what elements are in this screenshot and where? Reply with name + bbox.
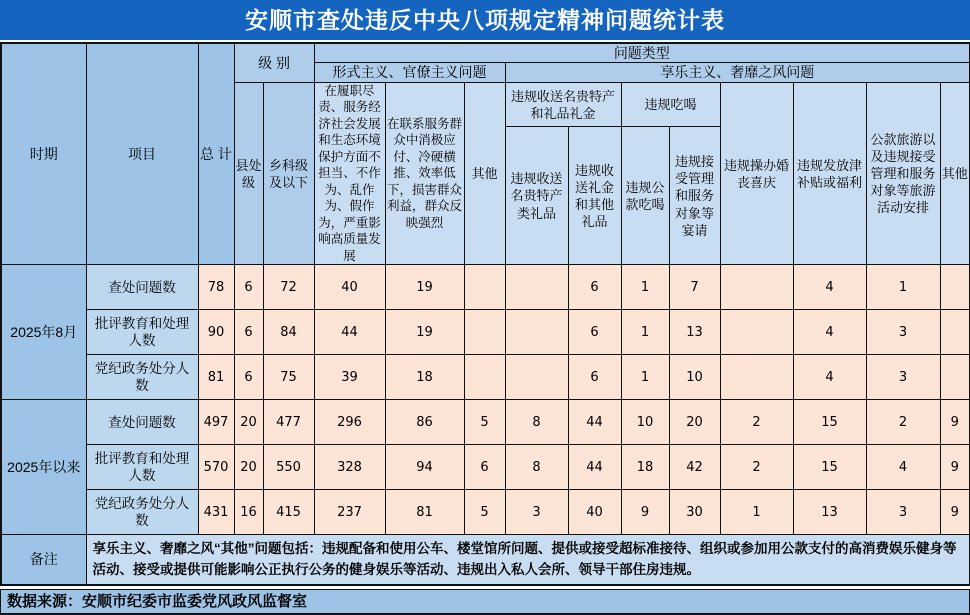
data-cell: 550 [263, 445, 314, 490]
header-travel: 公款旅游以及违规接受管理和服务对象等旅游活动安排 [866, 82, 940, 265]
data-cell: 86 [385, 400, 464, 445]
data-cell: 2 [866, 400, 940, 445]
data-cell: 44 [568, 445, 621, 490]
data-cell: 9 [621, 490, 669, 535]
row-label: 查处问题数 [86, 400, 198, 445]
data-cell: 18 [621, 445, 669, 490]
header-level: 级 别 [234, 43, 314, 82]
data-cell: 4 [866, 445, 940, 490]
data-cell: 6 [234, 265, 263, 310]
header-period: 时期 [1, 43, 86, 265]
data-cell: 15 [793, 400, 866, 445]
data-cell: 1 [621, 355, 669, 400]
row-label: 查处问题数 [86, 265, 198, 310]
data-cell: 1 [621, 310, 669, 355]
header-dining-col-1: 违规公款吃喝 [621, 127, 669, 265]
data-cell: 40 [568, 490, 621, 535]
data-cell: 44 [314, 310, 385, 355]
data-cell: 415 [263, 490, 314, 535]
period-cell: 2025年8月 [1, 265, 86, 400]
data-cell: 42 [669, 445, 720, 490]
data-cell [940, 355, 970, 400]
data-cell: 72 [263, 265, 314, 310]
header-formalism-group: 形式主义、官僚主义问题 [314, 63, 505, 82]
data-cell: 8 [505, 445, 568, 490]
table-row [1, 355, 970, 400]
data-cell: 15 [793, 445, 866, 490]
data-cell [464, 265, 505, 310]
data-cell: 8 [505, 400, 568, 445]
header-other: 其他 [940, 82, 970, 265]
data-cell: 237 [314, 490, 385, 535]
period-cell: 2025年以来 [1, 400, 86, 535]
row-label: 批评教育和处理人数 [86, 445, 198, 490]
data-cell: 7 [669, 265, 720, 310]
data-cell: 1 [866, 265, 940, 310]
header-formalism-col-1: 在履职尽责、服务经济社会发展和生态环境保护方面不担当、不作为、乱作为、假作为，严重影响高质量发展 [314, 82, 385, 265]
header-level-township: 乡科级及以下 [263, 82, 314, 265]
data-cell: 10 [669, 355, 720, 400]
data-cell: 18 [385, 355, 464, 400]
row-label: 批评教育和处理人数 [86, 310, 198, 355]
data-cell: 20 [669, 400, 720, 445]
data-cell: 40 [314, 265, 385, 310]
header-allowance: 违规发放津补贴或福利 [793, 82, 866, 265]
data-cell [940, 310, 970, 355]
data-cell: 19 [385, 310, 464, 355]
remark-label: 备注 [1, 535, 86, 585]
remark-text: 享乐主义、奢靡之风“其他”问题包括：违规配备和使用公车、楼堂馆所问题、提供或接受超标准接待、组织或参加用公款支付的高消费娱乐健身等活动、接受或提供可能影响公正执行公务的健身娱乐等活动、违规出入私人会所、领导干部住房违规。 [86, 535, 970, 585]
data-cell: 6 [568, 355, 621, 400]
data-cell: 431 [198, 490, 234, 535]
header-row-1 [1, 43, 970, 63]
data-cell: 2 [720, 445, 793, 490]
data-cell [464, 310, 505, 355]
data-cell: 75 [263, 355, 314, 400]
data-cell: 78 [198, 265, 234, 310]
header-project: 项目 [86, 43, 198, 265]
data-cell: 81 [198, 355, 234, 400]
header-hedonism-group: 享乐主义、奢靡之风问题 [505, 63, 970, 82]
data-cell: 296 [314, 400, 385, 445]
data-cell: 477 [263, 400, 314, 445]
data-cell: 9 [940, 445, 970, 490]
data-cell: 3 [505, 490, 568, 535]
data-source-footer: 数据来源：安顺市纪委市监委党风政风监督室 [0, 589, 970, 615]
header-problem-type: 问题类型 [314, 43, 970, 63]
data-cell: 3 [866, 310, 940, 355]
data-cell: 19 [385, 265, 464, 310]
table-row [1, 400, 970, 445]
data-cell: 13 [669, 310, 720, 355]
data-cell: 3 [866, 490, 940, 535]
header-formalism-col-other: 其他 [464, 82, 505, 265]
data-cell: 30 [669, 490, 720, 535]
data-cell: 2 [720, 400, 793, 445]
table-row [1, 445, 970, 490]
row-label: 党纪政务处分人数 [86, 355, 198, 400]
data-cell [505, 355, 568, 400]
data-cell: 497 [198, 400, 234, 445]
data-cell: 5 [464, 490, 505, 535]
data-cell: 20 [234, 400, 263, 445]
data-cell: 6 [568, 310, 621, 355]
data-cell [940, 265, 970, 310]
header-total: 总 计 [198, 43, 234, 265]
row-label: 党纪政务处分人数 [86, 490, 198, 535]
header-formalism-col-2: 在联系服务群众中消极应付、冷硬横推、效率低下，损害群众利益，群众反映强烈 [385, 82, 464, 265]
data-cell [464, 355, 505, 400]
data-cell: 84 [263, 310, 314, 355]
page-title: 安顺市查处违反中央八项规定精神问题统计表 [0, 0, 970, 40]
header-dining-col-2: 违规接受管理和服务对象等宴请 [669, 127, 720, 265]
data-cell: 94 [385, 445, 464, 490]
data-cell: 328 [314, 445, 385, 490]
header-wedding: 违规操办婚丧喜庆 [720, 82, 793, 265]
remark-row [1, 535, 970, 585]
header-gift-col-2: 违规收送礼金和其他礼品 [568, 127, 621, 265]
data-cell: 9 [940, 400, 970, 445]
data-cell: 3 [866, 355, 940, 400]
table-row [1, 310, 970, 355]
table-row [1, 265, 970, 310]
statistics-table [0, 42, 970, 586]
data-cell: 570 [198, 445, 234, 490]
data-cell: 6 [234, 355, 263, 400]
data-cell: 9 [940, 490, 970, 535]
data-cell: 39 [314, 355, 385, 400]
data-cell: 4 [793, 310, 866, 355]
data-cell: 1 [621, 265, 669, 310]
data-cell [720, 265, 793, 310]
data-cell: 16 [234, 490, 263, 535]
data-cell: 90 [198, 310, 234, 355]
data-cell: 6 [234, 310, 263, 355]
data-cell: 44 [568, 400, 621, 445]
data-cell: 81 [385, 490, 464, 535]
header-dining-group: 违规吃喝 [621, 82, 720, 127]
data-cell: 4 [793, 355, 866, 400]
header-gift-col-1: 违规收送名贵特产类礼品 [505, 127, 568, 265]
data-cell: 1 [720, 490, 793, 535]
data-cell: 6 [464, 445, 505, 490]
data-cell: 5 [464, 400, 505, 445]
data-cell: 13 [793, 490, 866, 535]
data-cell: 4 [793, 265, 866, 310]
data-cell [505, 310, 568, 355]
data-cell: 10 [621, 400, 669, 445]
data-cell [720, 355, 793, 400]
table-row [1, 490, 970, 535]
header-gift-group: 违规收送名贵特产和礼品礼金 [505, 82, 621, 127]
data-cell [505, 265, 568, 310]
header-level-county: 县处级 [234, 82, 263, 265]
data-cell [720, 310, 793, 355]
data-cell: 6 [568, 265, 621, 310]
data-cell: 20 [234, 445, 263, 490]
